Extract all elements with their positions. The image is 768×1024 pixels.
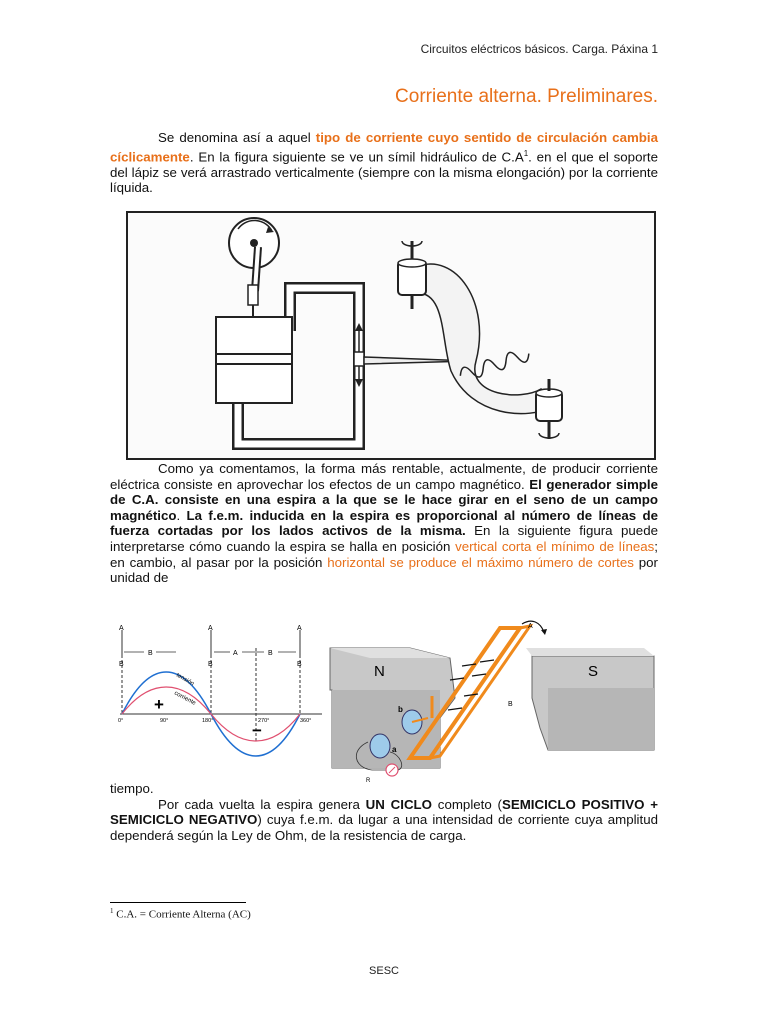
coil-label-a: A xyxy=(528,623,533,630)
generator-figure xyxy=(110,618,658,790)
pole-s-label: S xyxy=(588,663,599,680)
p1-text-2: . En la figura siguiente se ve un símil hidráulico de C.A xyxy=(189,149,524,165)
p2-bold-1: El generador simple de C.A. consiste en una espira a la que se le hace girar en el seno de un campo magnético xyxy=(110,476,658,523)
minus-sign: − xyxy=(252,721,262,740)
footnote-ref[interactable]: 1 xyxy=(523,148,529,158)
p1-text-3: . en el que el soporte del lápiz se verá arrastrado verticalmente (siempre con la misma elongación) por la corriente líquida. xyxy=(110,149,658,196)
label-a-top: A xyxy=(233,650,238,657)
tick-90: 90° xyxy=(160,718,169,724)
slip-ring-a xyxy=(370,734,390,758)
p2-text-3: En la siguiente figura puede interpretarse cómo cuando la espira se halla en posición xyxy=(110,523,658,554)
label-b: B xyxy=(119,661,124,668)
label-b-top-2: B xyxy=(268,650,273,657)
p3-bold-2: SEMICICLO POSITIVO + SEMICICLO NEGATIVO xyxy=(110,796,658,828)
load-label-r: R xyxy=(366,778,371,784)
tick-270: 270° xyxy=(258,718,270,724)
p1-highlight: tipo de corriente cuyo sentido de circulación cambia cíclicamente xyxy=(110,130,658,165)
label-b-2: B xyxy=(208,661,213,668)
p3-text-3: ) cuya f.e.m. da lugar a una intensidad de corriente cuya amplitud dependerá según la Ley de Ohm, de la resistencia de carga. xyxy=(110,812,658,843)
p1-text: Se denomina así a aquel xyxy=(158,130,316,145)
p2-highlight-1: vertical corta el mínimo de líneas xyxy=(455,538,655,554)
label-a-2: A xyxy=(208,625,213,632)
paragraph-1 xyxy=(110,130,658,196)
footnote-number: 1 xyxy=(110,907,114,915)
p2-bold-2: La f.e.m. inducida en la espira es proporcional al número de líneas de fuerza cortadas por los lados activos de la misma. xyxy=(110,507,658,539)
footnote-divider xyxy=(110,902,246,903)
tick-0: 0° xyxy=(118,718,124,724)
hydraulic-analogy-figure xyxy=(126,211,656,460)
p3-lead: tiempo. xyxy=(110,781,154,796)
p3-text-2: completo ( xyxy=(432,796,502,812)
p2-highlight-2: horizontal se produce el máximo número de cortes xyxy=(327,554,634,570)
waveform-vertical-lines xyxy=(122,630,300,743)
tick-180: 180° xyxy=(202,718,214,724)
p2-text: Como ya comentamos, la forma más rentable, actualmente, de producir corriente eléctrica consiste en aprovechar los efectos de un campo magnético. xyxy=(110,461,658,492)
p2-text-5: por unidad de xyxy=(110,554,658,586)
tension-label: tensión xyxy=(175,672,195,688)
p3-bold-1: UN CICLO xyxy=(365,796,433,812)
page-header: Circuitos eléctricos básicos. Carga. Páxina 1 xyxy=(420,42,658,56)
paragraph-2 xyxy=(110,461,658,586)
footnote-text: C.A. = Corriente Alterna (AC) xyxy=(113,908,251,921)
corriente-label: corriente xyxy=(173,690,197,707)
p2-text-2: . xyxy=(176,507,187,523)
pole-n-label: N xyxy=(374,663,385,680)
page-footer: SESC xyxy=(369,965,399,977)
label-a: A xyxy=(119,625,124,632)
p2-text-4: ; en cambio, al pasar por la posición xyxy=(110,538,658,570)
p3-text: Por cada vuelta la espira genera xyxy=(158,796,366,812)
paragraph-3 xyxy=(110,781,658,843)
tick-360: 360° xyxy=(300,718,312,724)
ring-label-a: a xyxy=(392,745,397,754)
coil-label-b: B xyxy=(508,701,513,708)
plus-sign: + xyxy=(154,695,164,714)
label-b-3: B xyxy=(297,661,302,668)
label-b-top: B xyxy=(148,650,153,657)
section-title: Corriente alterna. Preliminares. xyxy=(395,86,658,107)
footnote xyxy=(110,907,251,921)
ring-label-b: b xyxy=(398,705,403,714)
label-a-3: A xyxy=(297,625,302,632)
